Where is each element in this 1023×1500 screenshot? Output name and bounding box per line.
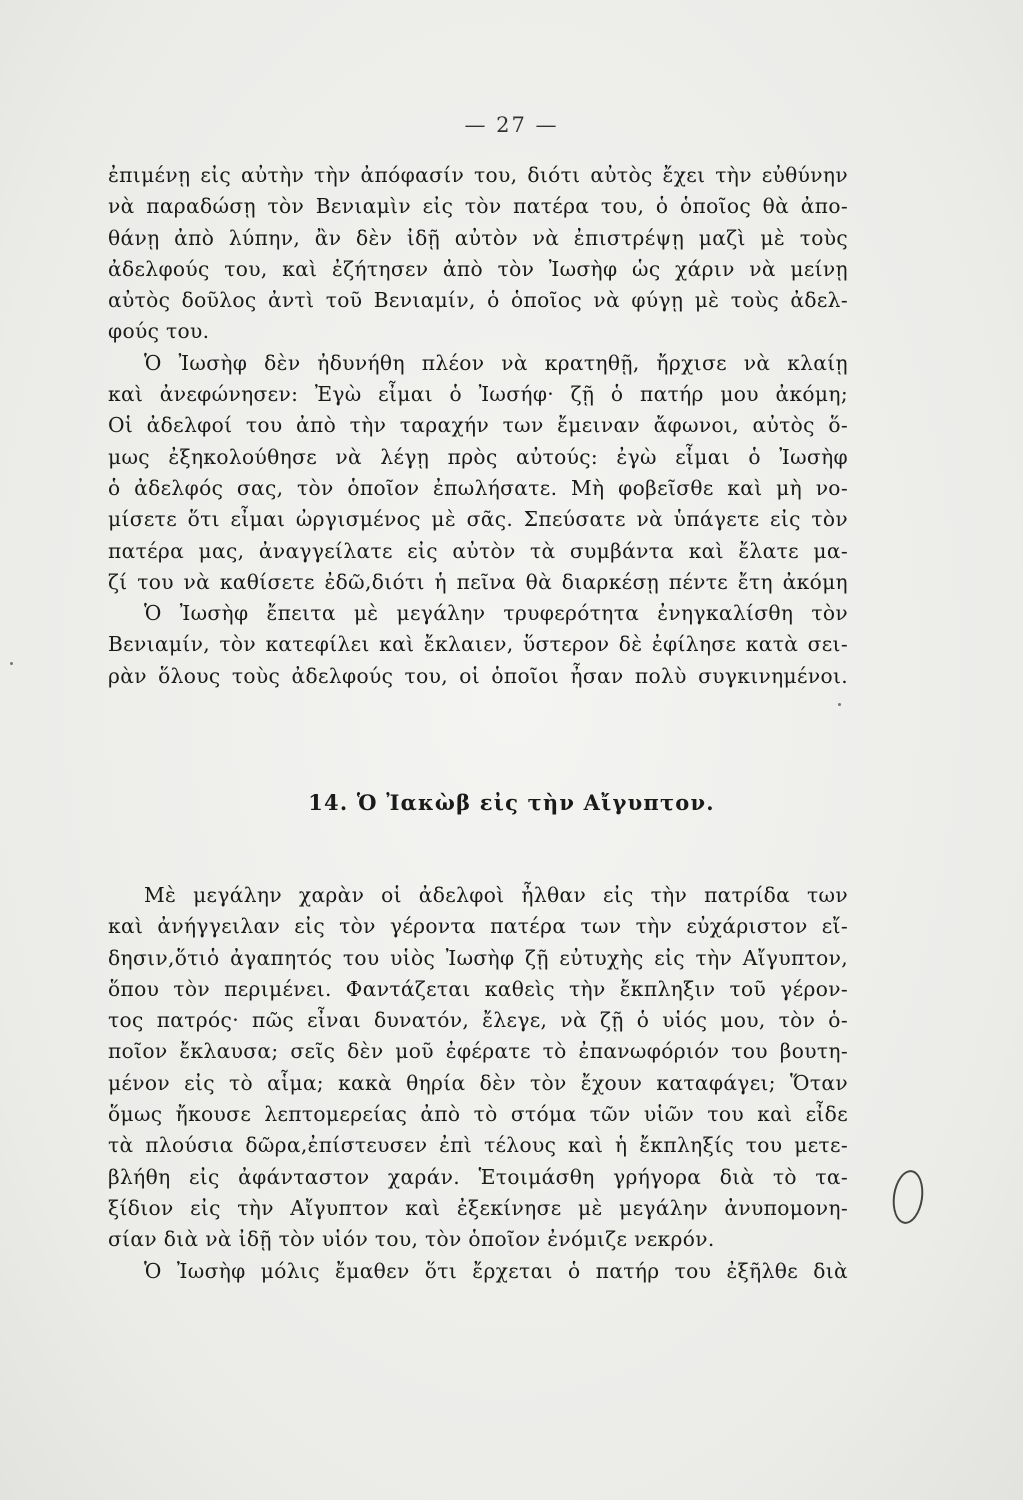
text-line: τος πατρός· πῶς εἶναι δυνατόν, ἔλεγε, νὰ ζῇ ὁ υἱός μου, τὸν ὁ- — [108, 1008, 848, 1033]
text-line: σίαν διὰ νὰ ἰδῇ τὸν υἱόν του, τὸν ὁποῖον ἐνόμιζε νεκρόν. — [108, 1227, 715, 1252]
text-line: ὅπου τὸν περιμένει. Φαντάζεται καθεὶς τὴν ἔκπληξιν τοῦ γέρον- — [108, 976, 848, 1001]
text-line: τὰ πλούσια δῶρα,ἐπίστευσεν ἐπὶ τέλους καὶ ἡ ἔκπληξίς του μετε- — [108, 1133, 848, 1158]
text-block-top — [108, 160, 848, 692]
text-line: μως ἐξηκολούθησε νὰ λέγῃ πρὸς αὐτούς: ἐγὼ εἶμαι ὁ Ἰωσὴφ — [108, 444, 848, 469]
text-line: ρὰν ὅλους τοὺς ἀδελφούς του, οἱ ὁποῖοι ἦσαν πολὺ συγκινημένοι. — [108, 663, 848, 688]
text-line: Βενιαμίν, τὸν κατεφίλει καὶ ἔκλαιεν, ὕστερον δὲ ἐφίλησε κατὰ σει- — [108, 632, 848, 657]
section-heading: 14. Ὁ Ἰακὼβ εἰς τὴν Αἴγυπτον. — [308, 790, 715, 815]
text-block-bottom — [108, 880, 848, 1287]
text-line: πατέρα μας, ἀναγγείλατε εἰς αὐτὸν τὰ συμβάντα καὶ ἔλατε μα- — [108, 538, 848, 563]
page-number: — 27 — — [464, 113, 559, 137]
text-line: αὐτὸς δοῦλος ἀντὶ τοῦ Βενιαμίν, ὁ ὁποῖος νὰ φύγῃ μὲ τοὺς ἀδελ- — [108, 288, 848, 313]
text-line: Μὲ μεγάλην χαρὰν οἱ ἀδελφοὶ ἦλθαν εἰς τὴν πατρίδα των — [144, 883, 848, 907]
text-line: ἀδελφούς του, καὶ ἐζήτησεν ἀπὸ τὸν Ἰωσὴφ ὡς χάριν νὰ μείνῃ — [108, 256, 848, 281]
text-line: δησιν,ὅτιὁ ἀγαπητός του υἱὸς Ἰωσὴφ ζῇ εὐτυχὴς εἰς τὴν Αἴγυπτον, — [108, 945, 848, 970]
handwritten-circle-mark — [889, 1168, 926, 1226]
text-line: μίσετε ὅτι εἶμαι ὠργισμένος μὲ σᾶς. Σπεύσατε νὰ ὑπάγετε εἰς τὸν — [108, 507, 848, 532]
text-line: Ὁ Ἰωσὴφ μόλις ἔμαθεν ὅτι ἔρχεται ὁ πατήρ του ἐξῆλθε διὰ — [144, 1258, 848, 1283]
ink-speck — [838, 703, 841, 706]
text-line: ὅμως ἤκουσε λεπτομερείας ἀπὸ τὸ στόμα τῶν υἱῶν του καὶ εἶδε — [108, 1102, 848, 1127]
text-line: ξίδιον εἰς τὴν Αἴγυπτον καὶ ἐξεκίνησε μὲ μεγάλην ἀνυπομονη- — [108, 1195, 848, 1220]
text-line: Ὁ Ἰωσὴφ ἔπειτα μὲ μεγάλην τρυφερότητα ἐνηγκαλίσθη τὸν — [144, 601, 848, 626]
text-line: ζί του νὰ καθίσετε ἐδῶ,διότι ἡ πεῖνα θὰ διαρκέσῃ πέντε ἔτη ἀκόμη — [108, 569, 848, 594]
text-line: καὶ ἀνήγγειλαν εἰς τὸν γέροντα πατέρα των τὴν εὐχάριστον εἴ- — [108, 914, 848, 939]
text-line: θάνῃ ἀπὸ λύπην, ἂν δὲν ἰδῇ αὐτὸν νὰ ἐπιστρέψῃ μαζὶ μὲ τοὺς — [108, 225, 848, 250]
text-line: βλήθη εἰς ἀφάνταστον χαράν. Ἑτοιμάσθη γρήγορα διὰ τὸ τα- — [108, 1164, 848, 1189]
text-line: νὰ παραδώσῃ τὸν Βενιαμὶν εἰς τὸν πατέρα του, ὁ ὁποῖος θὰ ἀπο- — [108, 194, 848, 219]
text-line: Ὁ Ἰωσὴφ δὲν ἠδυνήθη πλέον νὰ κρατηθῇ, ἤρχισε νὰ κλαίῃ — [144, 350, 848, 375]
text-line: ἐπιμένῃ εἰς αὐτὴν τὴν ἀπόφασίν του, διότι αὐτὸς ἔχει τὴν εὐθύνην — [108, 163, 848, 187]
ink-speck — [10, 662, 13, 665]
text-line: ποῖον ἔκλαυσα; σεῖς δὲν μοῦ ἐφέρατε τὸ ἐπανωφόριόν του βουτη- — [108, 1039, 848, 1064]
text-line: ὁ ἀδελφός σας, τὸν ὁποῖον ἐπωλήσατε. Μὴ φοβεῖσθε καὶ μὴ νο- — [108, 475, 848, 500]
text-line: μένον εἰς τὸ αἷμα; κακὰ θηρία δὲν τὸν ἔχουν καταφάγει; Ὅταν — [108, 1070, 848, 1095]
text-line: καὶ ἀνεφώνησεν: Ἐγὼ εἶμαι ὁ Ἰωσήφ· ζῇ ὁ πατήρ μου ἀκόμη; — [108, 382, 848, 407]
text-line: Οἱ ἀδελφοί του ἀπὸ τὴν ταραχήν των ἔμειναν ἄφωνοι, αὐτὸς ὅ- — [108, 413, 848, 438]
text-line: φούς του. — [108, 319, 210, 344]
